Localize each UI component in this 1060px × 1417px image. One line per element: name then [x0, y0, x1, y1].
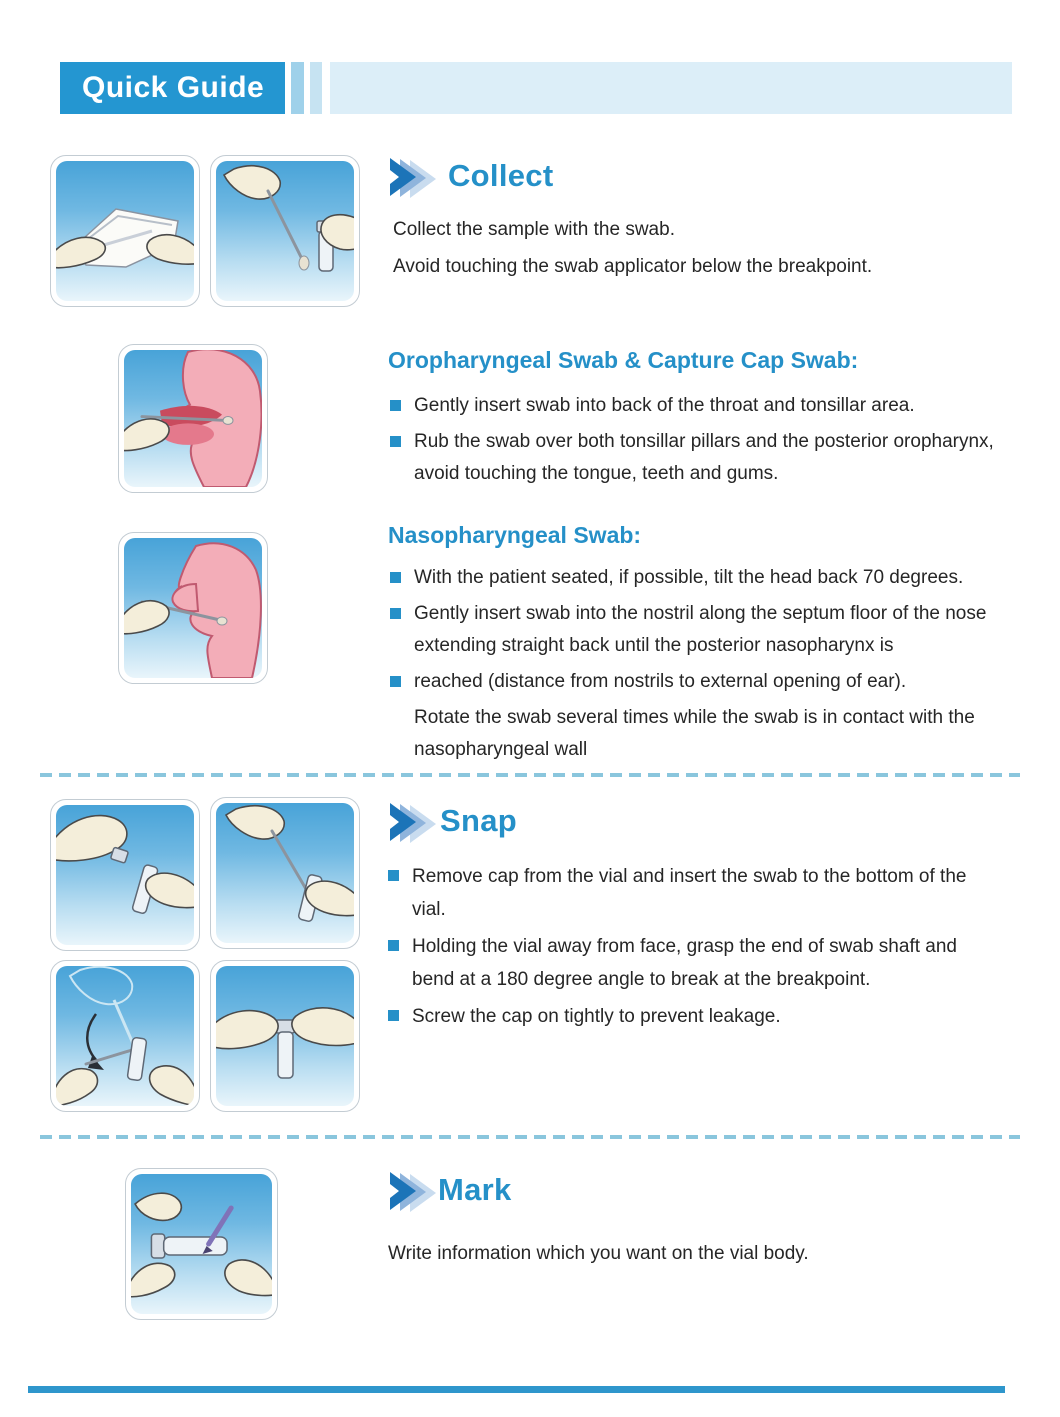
illustration-insert-swab-into-vial — [210, 797, 360, 949]
illustration-write-on-vial-body — [125, 1168, 278, 1320]
nasopharyngeal-heading: Nasopharyngeal Swab: — [388, 522, 642, 548]
collect-chevron-icon — [390, 158, 438, 200]
collect-intro-line-1: Collect the sample with the swab. — [393, 219, 675, 240]
nasopharyngeal-bullet-1: With the patient seated, if possible, tilt the head back 70 degrees. — [390, 562, 1004, 594]
nasopharyngeal-bullet-3: reached (distance from nostrils to external opening of ear). — [390, 666, 1004, 698]
illustration-nasopharyngeal-swab-diagram — [118, 532, 268, 684]
nasopharyngeal-continuation: Rotate the swab several times while the swab is in contact with the nasopharyngeal wall — [414, 707, 975, 760]
square-bullet-icon — [390, 676, 401, 687]
snap-chevron-icon — [390, 803, 438, 845]
mark-chevron-icon — [390, 1172, 438, 1214]
square-bullet-icon — [388, 1010, 399, 1021]
square-bullet-icon — [388, 870, 399, 881]
square-bullet-icon — [390, 400, 401, 411]
oropharyngeal-heading: Oropharyngeal Swab & Capture Cap Swab: — [388, 347, 859, 373]
snap-bullet-3: Screw the cap on tightly to prevent leakage. — [388, 1000, 1002, 1033]
snap-heading: Snap — [440, 803, 517, 838]
snap-bullet-2: Holding the vial away from face, grasp the end of swab shaft and bend at a 180 degree angle to break at the breakpoint. — [388, 930, 1002, 996]
illustration-screw-cap-on-vial — [210, 960, 360, 1112]
square-bullet-icon — [390, 572, 401, 583]
square-bullet-icon — [390, 608, 401, 619]
oropharyngeal-bullet-2: Rub the swab over both tonsillar pillars and the posterior oropharynx, avoid touching the tongue, teeth and gums. — [390, 426, 1004, 490]
header-accent-stripe-2 — [310, 62, 322, 114]
square-bullet-icon — [390, 436, 401, 447]
oropharyngeal-bullet-1: Gently insert swab into back of the throat and tonsillar area. — [390, 390, 1004, 422]
quick-guide-tab: Quick Guide — [60, 62, 285, 114]
snap-bullet-1: Remove cap from the vial and insert the swab to the bottom of the vial. — [388, 860, 1002, 926]
illustration-swab-and-vial — [210, 155, 360, 307]
footer-rule — [28, 1386, 1005, 1393]
collect-heading: Collect — [448, 158, 554, 193]
mark-heading: Mark — [438, 1172, 512, 1207]
header-accent-band — [330, 62, 1012, 114]
mark-text: Write information which you want on the vial body. — [388, 1243, 809, 1264]
illustration-remove-cap-from-vial — [50, 799, 200, 951]
square-bullet-icon — [388, 940, 399, 951]
dashed-divider-1 — [40, 773, 1020, 777]
illustration-oropharyngeal-swab-diagram — [118, 344, 268, 493]
collect-intro-line-2: Avoid touching the swab applicator below the breakpoint. — [393, 256, 873, 277]
header-accent-stripe-1 — [291, 62, 304, 114]
dashed-divider-2 — [40, 1135, 1020, 1139]
illustration-break-swab-at-breakpoint — [50, 960, 200, 1112]
illustration-open-swab-pouch — [50, 155, 200, 307]
nasopharyngeal-bullet-2: Gently insert swab into the nostril along the septum floor of the nose extending straight back until the posterior nasopharynx is — [390, 598, 1004, 662]
